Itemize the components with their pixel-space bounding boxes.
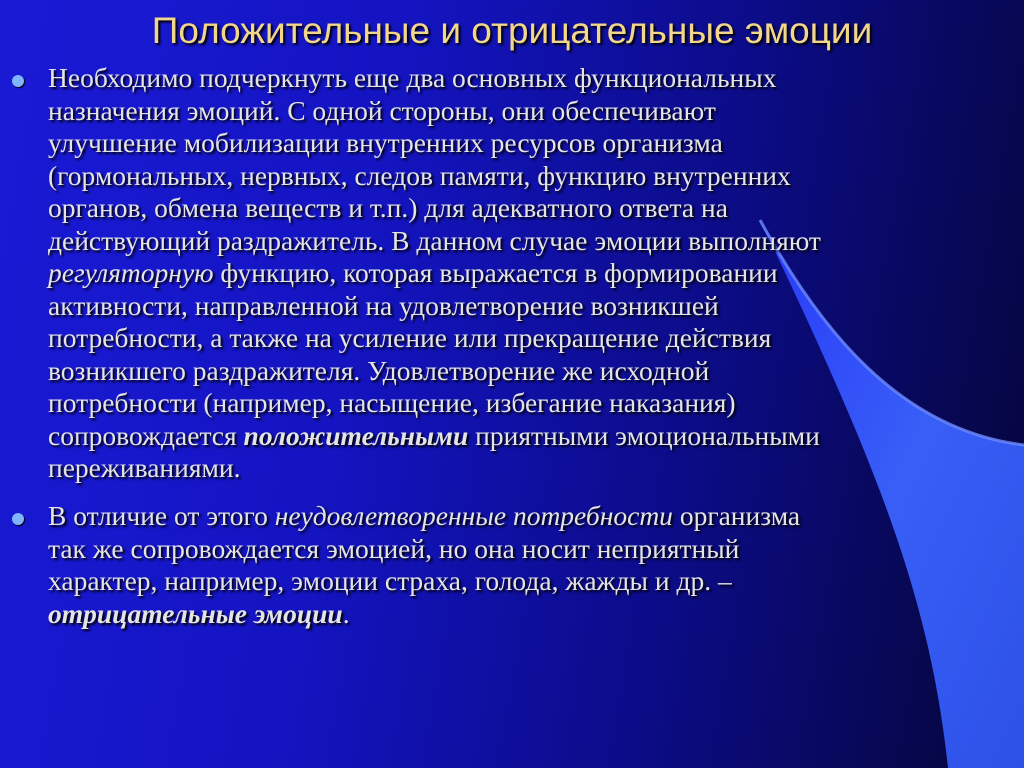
bullet-1-line-6: действующий раздражитель. В данном случае эмоции выполняют xyxy=(48,224,821,256)
bullet-1-line-8: активности, направленной на удовлетворение возникшей xyxy=(48,289,719,321)
bullet-2-line-2: так же сопровождается эмоцией, но она носит неприятный xyxy=(48,532,740,564)
bullet-dot-icon xyxy=(12,513,24,525)
bullet-1-line-7 xyxy=(48,257,1016,290)
bullet-2-line-3: характер, например, эмоции страха, голода, жажды и др. – xyxy=(48,565,732,596)
bullet-1-line-12-start: сопровождается xyxy=(48,419,244,451)
bullet-2-line-4-end: . xyxy=(342,597,350,629)
negative-term: отрицательные эмоции xyxy=(48,597,343,629)
positive-term: положительными xyxy=(243,419,469,451)
bullet-item-2 xyxy=(48,500,1016,630)
bullet-1-line-3: улучшение мобилизации внутренних ресурсов организма xyxy=(48,127,723,158)
bullet-1-line-13: переживаниями. xyxy=(48,452,241,483)
bullet-2-line-4 xyxy=(48,598,1016,631)
regulatory-term: регуляторную xyxy=(48,257,214,288)
bullet-dot-icon xyxy=(12,75,24,87)
slide-title: Положительные и отрицательные эмоции xyxy=(151,10,873,51)
bullet-1-line-12 xyxy=(48,420,1016,453)
bullet-1-line-10: возникшего раздражителя. Удовлетворение же исходной xyxy=(48,354,710,386)
bullet-1-line-11: потребности (например, насыщение, избегание наказания) xyxy=(48,387,736,418)
bullet-1-line-4: (гормональных, нервных, следов памяти, функцию внутренних xyxy=(48,159,791,191)
bullet-1-line-7-rest: функцию, которая выражается в формировании xyxy=(213,257,778,288)
unmet-needs-term: неудовлетворенные потребности xyxy=(274,500,673,531)
bullet-2-line-1 xyxy=(48,500,1016,533)
bullet-item-1 xyxy=(48,62,1016,485)
bullet-2-line-1-start: В отличие от этого xyxy=(48,500,275,531)
bullet-1-line-5: органов, обмена веществ и т.п.) для адекватного ответа на xyxy=(48,192,728,223)
bullet-1-line-12-end: приятными эмоциональными xyxy=(468,419,820,451)
bullet-1-line-2: назначения эмоций. С одной стороны, они обеспечивают xyxy=(48,94,716,126)
bullet-1-line-1: Необходимо подчеркнуть еще два основных функциональных xyxy=(48,62,777,93)
bullet-1-line-9: потребности, а также на усиление или прекращение действия xyxy=(48,322,772,353)
bullet-2-line-1-end: организма xyxy=(672,500,801,531)
